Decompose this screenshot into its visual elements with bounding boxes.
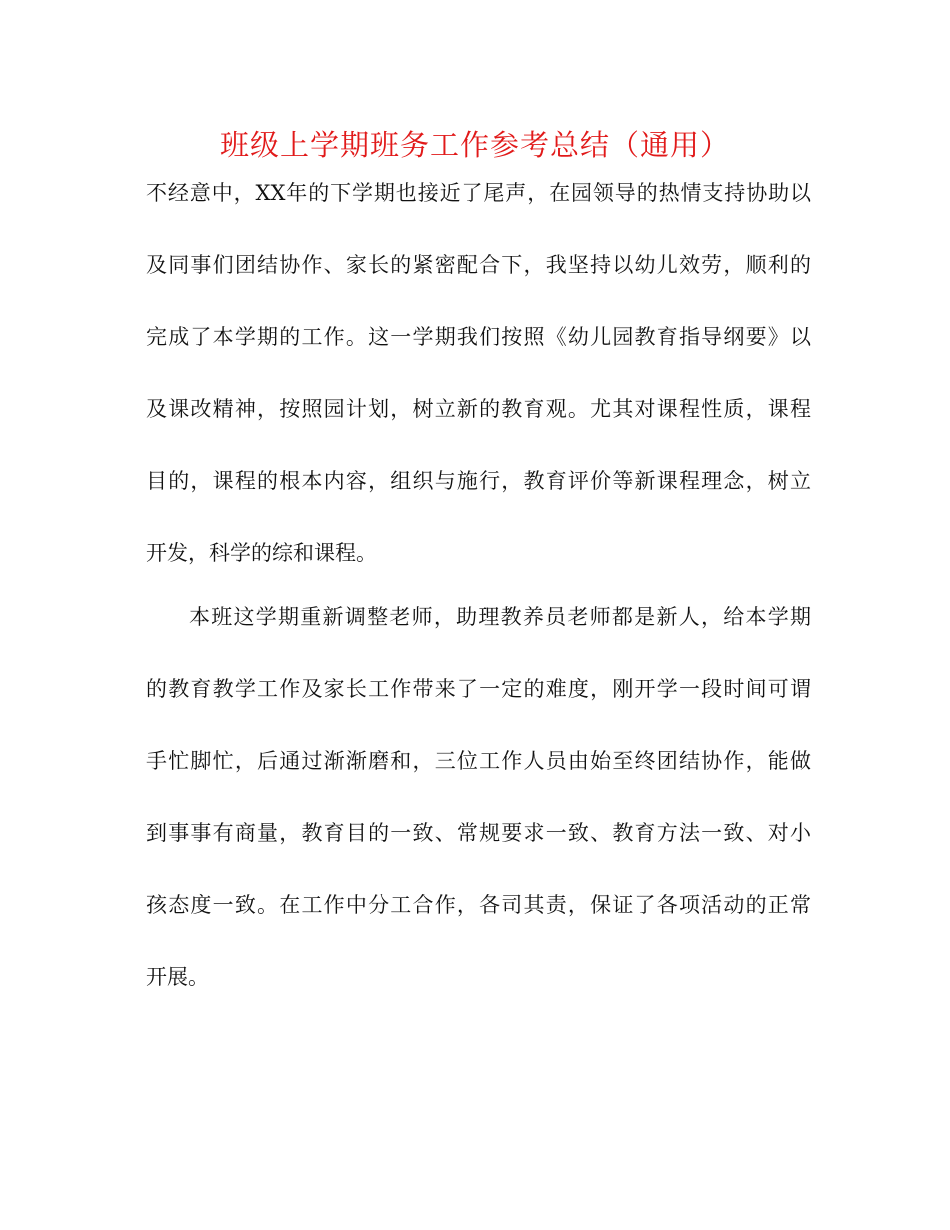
paragraph-line: 孩态度一致。在工作中分工合作，各司其责，保证了各项活动的正常 <box>146 893 811 917</box>
paragraph-line: 及同事们团结协作、家长的紧密配合下，我坚持以幼儿效劳，顺利的 <box>146 253 811 277</box>
paragraph-line: 及课改精神，按照园计划，树立新的教育观。尤其对课程性质，课程 <box>146 397 811 421</box>
paragraph-line: 到事事有商量，教育目的一致、常规要求一致、教育方法一致、对小 <box>146 821 811 845</box>
paragraph-line: 开展。 <box>146 965 209 989</box>
paragraph-line: 完成了本学期的工作。这一学期我们按照《幼儿园教育指导纲要》以 <box>146 325 811 349</box>
paragraph-line: 开发，科学的综和课程。 <box>146 541 377 565</box>
paragraph-line: 目的，课程的根本内容，组织与施行，教育评价等新课程理念，树立 <box>146 469 811 493</box>
paragraph-line: 的教育教学工作及家长工作带来了一定的难度，刚开学一段时间可谓 <box>146 677 811 701</box>
paragraph-line: 本班这学期重新调整老师，助理教养员老师都是新人，给本学期 <box>189 605 811 629</box>
paragraph-line: 手忙脚忙，后通过渐渐磨和，三位工作人员由始至终团结协作，能做 <box>146 749 811 773</box>
document-title: 班级上学期班务工作参考总结（通用） <box>219 128 730 162</box>
paragraph-line: 不经意中，XX年的下学期也接近了尾声，在园领导的热情支持协助以 <box>146 181 811 205</box>
